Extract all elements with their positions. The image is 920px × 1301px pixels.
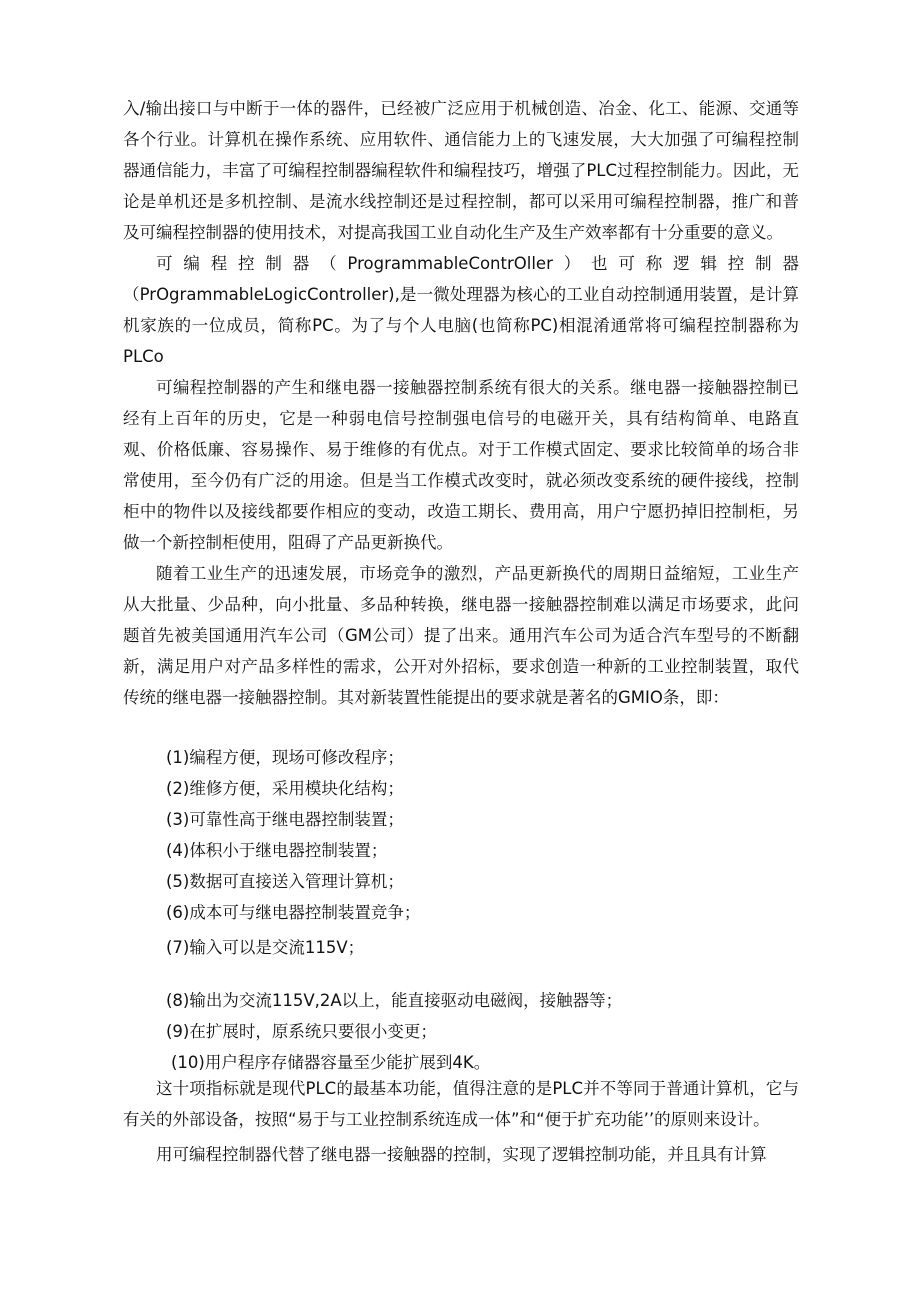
list-item: (8)输出为交流115V,2A以上，能直接驱动电磁阀，接触器等； [166, 991, 623, 1010]
list-item: (5)数据可直接送入管理计算机； [166, 872, 404, 891]
paragraph-replacement: 用可编程控制器代替了继电器一接触器的控制，实现了逻辑控制功能，并且具有计算 [156, 1145, 767, 1164]
list-item: (6)成本可与继电器控制装置竞争； [166, 903, 421, 922]
list-item: (4)体积小于继电器控制装置； [166, 841, 388, 860]
gm-requirements-list [123, 742, 799, 1078]
text-column-continued [123, 1073, 799, 1170]
list-item: (10)用户程序存储器容量至少能扩展到4K。 [171, 1053, 491, 1072]
paragraph-intro: 入/输出接口与中断于一体的器件，已经被广泛应用于机械创造、冶金、化工、能源、交通等各个行业。计算机在操作系统、应用软件、通信能力上的飞速发展，大大加强了可编程控制器通信能力，丰富了可编程控制器编程软件和编程技巧，增强了PLC过程控制能力。因此，无论是单机还是多机控制、是流水线控制还是过程控制，都可以采用可编程控制器，推广和普及可编程控制器的使用技术，对提高我国工业自动化生产及生产效率都有十分重要的意义。 [123, 99, 799, 242]
paragraph-gm-requirements: 随着工业生产的迅速发展，市场竞争的激烈，产品更新换代的周期日益缩短，工业生产从大批量、少品种，向小批量、多品种转换，继电器一接触器控制难以满足市场要求，此问题首先被美国通用汽车公司（GM公司）提了出来。通用汽车公司为适合汽车型号的不断翻新，满足用户对产品多样性的需求，公开对外招标，要求创造一种新的工业控制装置，取代传统的继电器一接触器控制。其对新装置性能提出的要求就是著名的GMIO条，即： [123, 564, 799, 707]
paragraph-plc-definition: 可编程控制器（ProgrammableContrOller）也可称逻辑控制器（PrOgrammableLogicController),是一微处理器为核心的工业自动控制通用装置，是计算机家族的一位成员，简称PC。为了与个人电脑(也简称PC)相混淆通常将可编程控制器称为PLCo [123, 254, 799, 366]
paragraph-ten-indicators: 这十项指标就是现代PLC的最基本功能，值得注意的是PLC并不等同于普通计算机，它与有关的外部设备，按照“易于与工业控制系统连成一体”和“便于扩充功能’’的原则来设计。 [123, 1079, 799, 1129]
list-item: (2)维修方便，采用模块化结构； [166, 779, 404, 798]
list-item: (7)输入可以是交流115V； [166, 938, 365, 957]
list-item: (9)在扩展时，原系统只要很小变更； [166, 1022, 437, 1041]
list-item: (3)可靠性高于继电器控制装置； [166, 810, 404, 829]
text-column [123, 93, 799, 713]
paragraph-relay-history: 可编程控制器的产生和继电器一接触器控制系统有很大的关系。继电器一接触器控制已经有上百年的历史，它是一种弱电信号控制强电信号的电磁开关，具有结构简单、电路直观、价格低廉、容易操作、易于维修的有优点。对于工作模式固定、要求比较简单的场合非常使用，至今仍有广泛的用途。但是当工作模式改变时，就必须改变系统的硬件接线，控制柜中的物件以及接线都要作相应的变动，改造工期长、费用高，用户宁愿扔掉旧控制柜，另做一个新控制柜使用，阻碍了产品更新换代。 [123, 378, 799, 552]
list-item: (1)编程方便，现场可修改程序； [166, 748, 404, 767]
